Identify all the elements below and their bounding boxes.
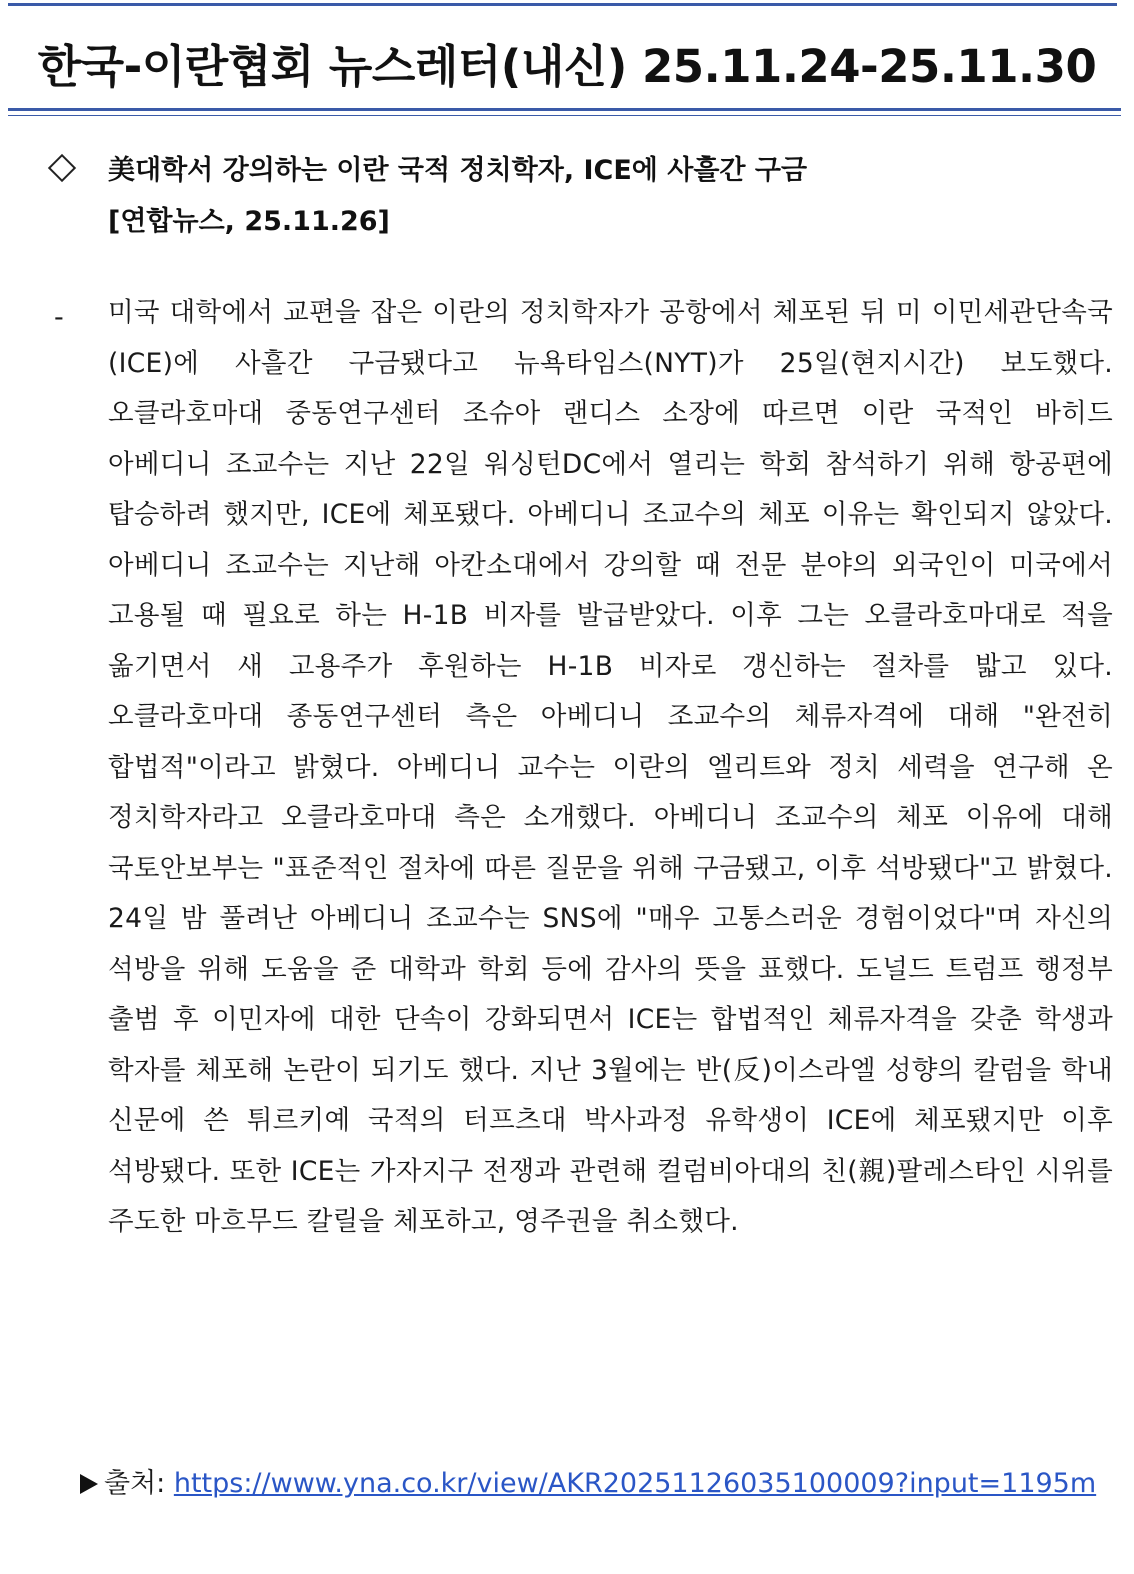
newsletter-title: 한국-이란협회 뉴스레터(내신) 25.11.24-25.11.30 bbox=[37, 40, 1097, 93]
top-divider bbox=[8, 3, 1117, 6]
title-divider bbox=[8, 108, 1121, 116]
triangle-right-icon bbox=[80, 1474, 98, 1494]
diamond-bullet-icon bbox=[48, 154, 76, 182]
source-label: 출처: bbox=[104, 1468, 174, 1499]
article-body: 미국 대학에서 교편을 잡은 이란의 정치학자가 공항에서 체포된 뒤 미 이민세관단속국(ICE)에 사흘간 구금됐다고 뉴욕타임스(NYT)가 25일(현지시간) 보도했다. 오클라호마대 중동연구센터 조슈아 랜디스 소장에 따르면 이란 국적인 바히드 아베디니 조교수는 지난 22일 워싱턴DC에서 열리는 학회 참석하기 위해 항공편에 탑승하려 했지만, ICE에 체포됐다. 아베디니 조교수의 체포 이유는 확인되지 않았다. 아베디니 조교수는 지난해 아칸소대에서 강의할 때 전문 분야의 외국인이 미국에서 고용될 때 필요로 하는 H-1B 비자를 발급받았다. 이후 그는 오클라호마대로 적을 옮기면서 새 고용주가 후원하는 H-1B 비자로 갱신하는 절차를 밟고 있다. 오클라호마대 종동연구센터 측은 아베디니 조교수의 체류자격에 대해 "완전히 합법적"이라고 밝혔다. 아베디니 교수는 이란의 엘리트와 정치 세력을 연구해 온 정치학자라고 오클라호마대 측은 소개했다. 아베디니 조교수의 체포 이유에 대해 국토안보부는 "표준적인 절차에 따른 질문을 위해 구금됐고, 이후 석방됐다"고 밝혔다. 24일 밤 풀려난 아베디니 조교수는 SNS에 "매우 고통스러운 경험이었다"며 자신의 석방을 위해 도움을 준 대학과 학회 등에 감사의 뜻을 표했다. 도널드 트럼프 행정부 출범 후 이민자에 대한 단속이 강화되면서 ICE는 합법적인 체류자격을 갖춘 학생과 학자를 체포해 논란이 되기도 했다. 지난 3월에는 반(反)이스라엘 성향의 칼럼을 학내 신문에 쓴 튀르키예 국적의 터프츠대 박사과정 유학생이 ICE에 체포됐지만 이후 석방됐다. 또한 ICE는 가자지구 전쟁과 관련해 컬럼비아대의 친(親)팔레스타인 시위를 주도한 마흐무드 칼릴을 체포하고, 영주권을 취소했다. bbox=[108, 297, 1113, 1237]
article-headline: 美대학서 강의하는 이란 국적 정치학자, ICE에 사흘간 구금 bbox=[108, 155, 808, 186]
body-bullet: - bbox=[54, 302, 64, 333]
article-source-date: [연합뉴스, 25.11.26] bbox=[108, 206, 390, 237]
source-reference bbox=[80, 1464, 1096, 1504]
source-link[interactable]: https://www.yna.co.kr/view/AKR20251126035100009?input=1195m bbox=[173, 1468, 1097, 1499]
